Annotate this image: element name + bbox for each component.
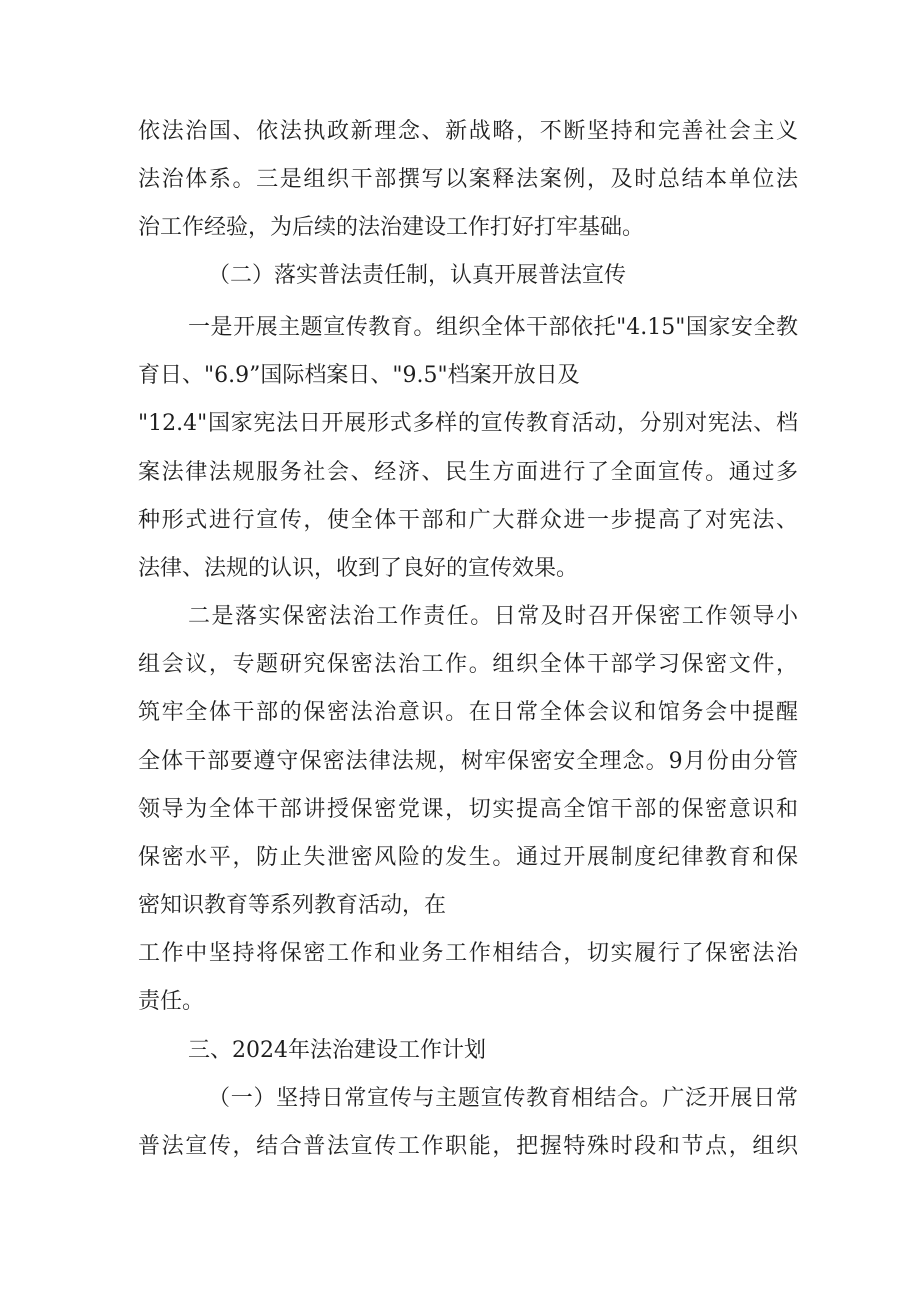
body-text-line: 工作中坚持将保密工作和业务工作相结合，切实履行了保密法治 — [138, 941, 798, 966]
body-text-line: 保密水平，防止失泄密风险的发生。通过开展制度纪律教育和保 — [138, 845, 798, 870]
body-text-line: 普法宣传，结合普法宣传工作职能，把握特殊时段和节点，组织 — [138, 1134, 798, 1159]
section-subheading: （二）落实普法责任制，认真开展普法宣传 — [208, 263, 627, 288]
body-text-line: 密知识教育等系列教育活动，在 — [138, 893, 447, 918]
paragraph-first-line: 一是开展主题宣传教育。组织全体干部依托"4.15"国家安全教 — [188, 315, 798, 340]
body-text-line: 依法治国、依法执政新理念、新战略，不断坚持和完善社会主义 — [138, 119, 798, 144]
body-text-line: 责任。 — [138, 989, 205, 1014]
body-text-line: 法治体系。三是组织干部撰写以案释法案例，及时总结本单位法 — [138, 167, 798, 192]
body-text-line: 案法律法规服务社会、经济、民生方面进行了全面宣传。通过多 — [138, 460, 798, 485]
body-text-line: 领导为全体干部讲授保密党课，切实提高全馆干部的保密意识和 — [138, 797, 798, 822]
paragraph-first-line: （一）坚持日常宣传与主题宣传教育相结合。广泛开展日常 — [208, 1086, 798, 1111]
body-text-line: 法律、法规的认识，收到了良好的宣传效果。 — [138, 556, 579, 581]
body-text-line: 治工作经验，为后续的法治建设工作打好打牢基础。 — [138, 215, 645, 240]
body-text-line: 育日、"6.9”国际档案日、"9.5"档案开放日及 — [138, 363, 580, 388]
body-text-line: "12.4"国家宪法日开展形式多样的宣传教育活动，分别对宪法、档 — [138, 411, 798, 436]
section-heading: 三、2024年法治建设工作计划 — [188, 1038, 486, 1063]
body-text-line: 全体干部要遵守保密法律法规，树牢保密安全理念。9月份由分管 — [138, 749, 798, 774]
body-text-line: 种形式进行宣传，使全体干部和广大群众进一步提高了对宪法、 — [138, 508, 798, 533]
paragraph-first-line: 二是落实保密法治工作责任。日常及时召开保密工作领导小 — [188, 604, 798, 629]
body-text-line: 组会议，专题研究保密法治工作。组织全体干部学习保密文件， — [138, 652, 798, 677]
body-text-line: 筑牢全体干部的保密法治意识。在日常全体会议和馆务会中提醒 — [138, 700, 798, 725]
